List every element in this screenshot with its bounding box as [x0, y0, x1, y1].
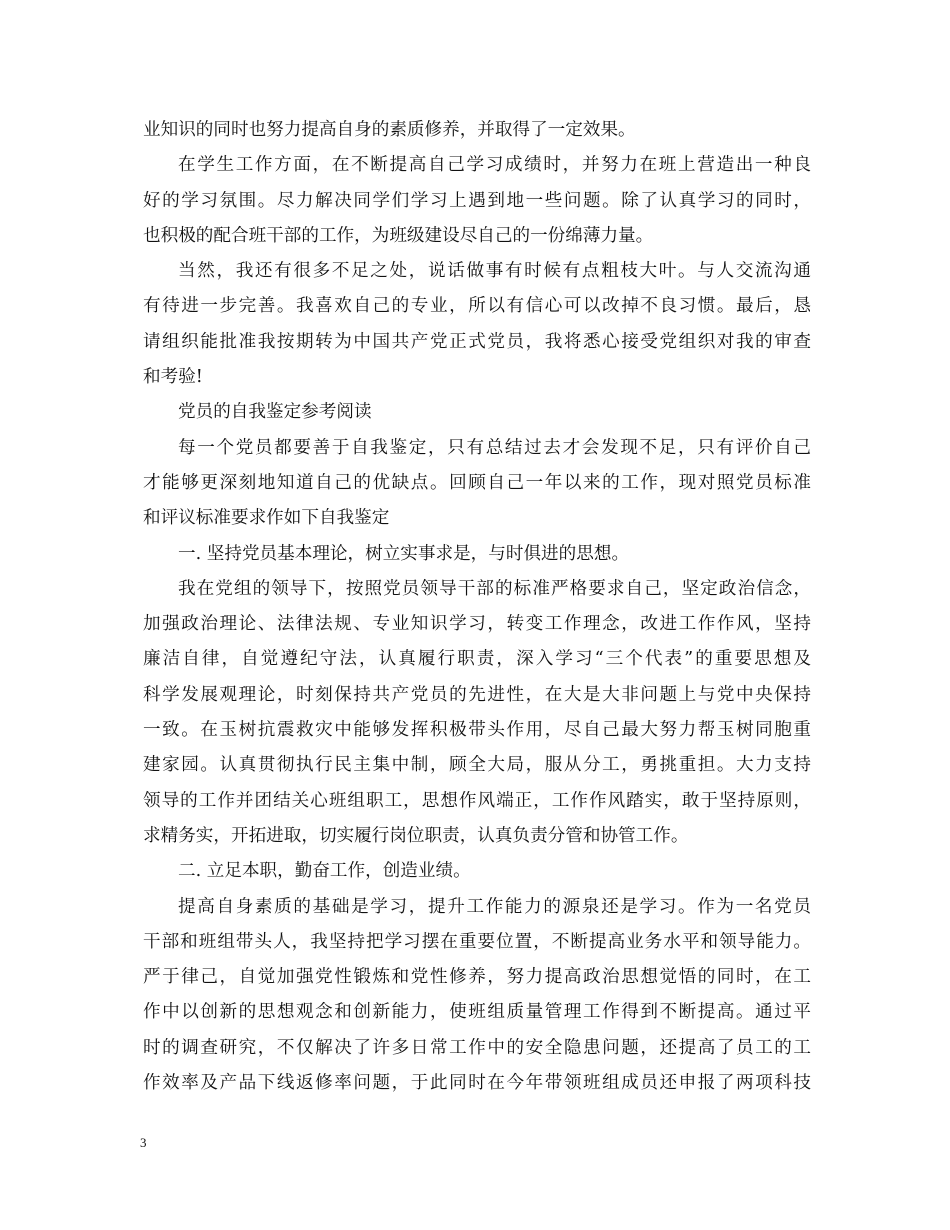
text-line: 业知识的同时也努力提高自身的素质修养，并取得了一定效果。 — [143, 120, 636, 140]
text-line: 在学生工作方面，在不断提高自己学习成绩时，并努力在班上营造出一种良 — [178, 155, 811, 176]
text-line: 建家园。认真贯彻执行民主集中制，顾全大局，服从分工，勇挑重担。大力支持 — [143, 755, 811, 776]
text-line: 请组织能批准我按期转为中国共产党正式党员，我将悉心接受党组织对我的审查 — [143, 331, 811, 352]
text-line: 加强政治理论、法律法规、专业知识学习，转变工作理念，改进工作作风，坚持 — [143, 614, 811, 635]
text-line: 也积极的配合班干部的工作，为班级建设尽自己的一份绵薄力量。 — [143, 225, 654, 246]
text-line: 好的学习氛围。尽力解决同学们学习上遇到地一些问题。除了认真学习的同时， — [143, 190, 811, 211]
text-line: 干部和班组带头人，我坚持把学习摆在重要位置，不断提高业务水平和领导能力。 — [143, 931, 811, 952]
text-line: 党员的自我鉴定参考阅读 — [178, 402, 372, 423]
text-line: 作效率及产品下线返修率问题，于此同时在今年带领班组成员还申报了两项科技 — [143, 1073, 811, 1094]
text-line: 一致。在玉树抗震救灾中能够发挥积极带头作用，尽自己最大努力帮玉树同胞重 — [143, 720, 811, 741]
text-line: 我在党组的领导下，按照党员领导干部的标准严格要求自己，坚定政治信念， — [178, 578, 811, 599]
text-line: 科学发展观理论，时刻保持共产党员的先进性，在大是大非问题上与党中央保持 — [143, 684, 811, 705]
text-line: 领导的工作并团结关心班组职工，思想作风端正，工作作风踏实，敢于坚持原则， — [143, 790, 811, 811]
page-number: 3 — [140, 1135, 147, 1150]
text-line: 一. 坚持党员基本理论，树立实事求是，与时俱进的思想。 — [178, 543, 630, 564]
text-line: 时的调查研究，不仅解决了许多日常工作中的安全隐患问题，还提高了员工的工 — [143, 1037, 811, 1058]
text-line: 二. 立足本职，勤奋工作，创造业绩。 — [178, 861, 471, 882]
text-line: 和考验! — [143, 367, 203, 388]
text-line: 求精务实，开拓进取，切实履行岗位职责，认真负责分管和协管工作。 — [143, 825, 689, 846]
text-line: 和评议标准要求作如下自我鉴定 — [143, 508, 390, 529]
text-line: 每一个党员都要善于自我鉴定，只有总结过去才会发现不足，只有评价自己 — [178, 437, 811, 458]
text-line: 提高自身素质的基础是学习，提升工作能力的源泉还是学习。作为一名党员 — [178, 896, 811, 917]
text-line: 才能够更深刻地知道自己的优缺点。回顾自己一年以来的工作，现对照党员标准 — [143, 472, 811, 493]
text-line: 有待进一步完善。我喜欢自己的专业，所以有信心可以改掉不良习惯。最后，恳 — [143, 296, 811, 317]
document-body — [143, 113, 811, 1101]
text-line: 作中以创新的思想观念和创新能力，使班组质量管理工作得到不断提高。通过平 — [143, 1002, 811, 1023]
text-line: 当然，我还有很多不足之处，说话做事有时候有点粗枝大叶。与人交流沟通 — [178, 261, 811, 282]
text-line: 严于律己，自觉加强党性锻炼和党性修养，努力提高政治思想觉悟的同时，在工 — [143, 967, 811, 988]
text-line: 廉洁自律，自觉遵纪守法，认真履行职责，深入学习“三个代表”的重要思想及 — [143, 649, 811, 670]
